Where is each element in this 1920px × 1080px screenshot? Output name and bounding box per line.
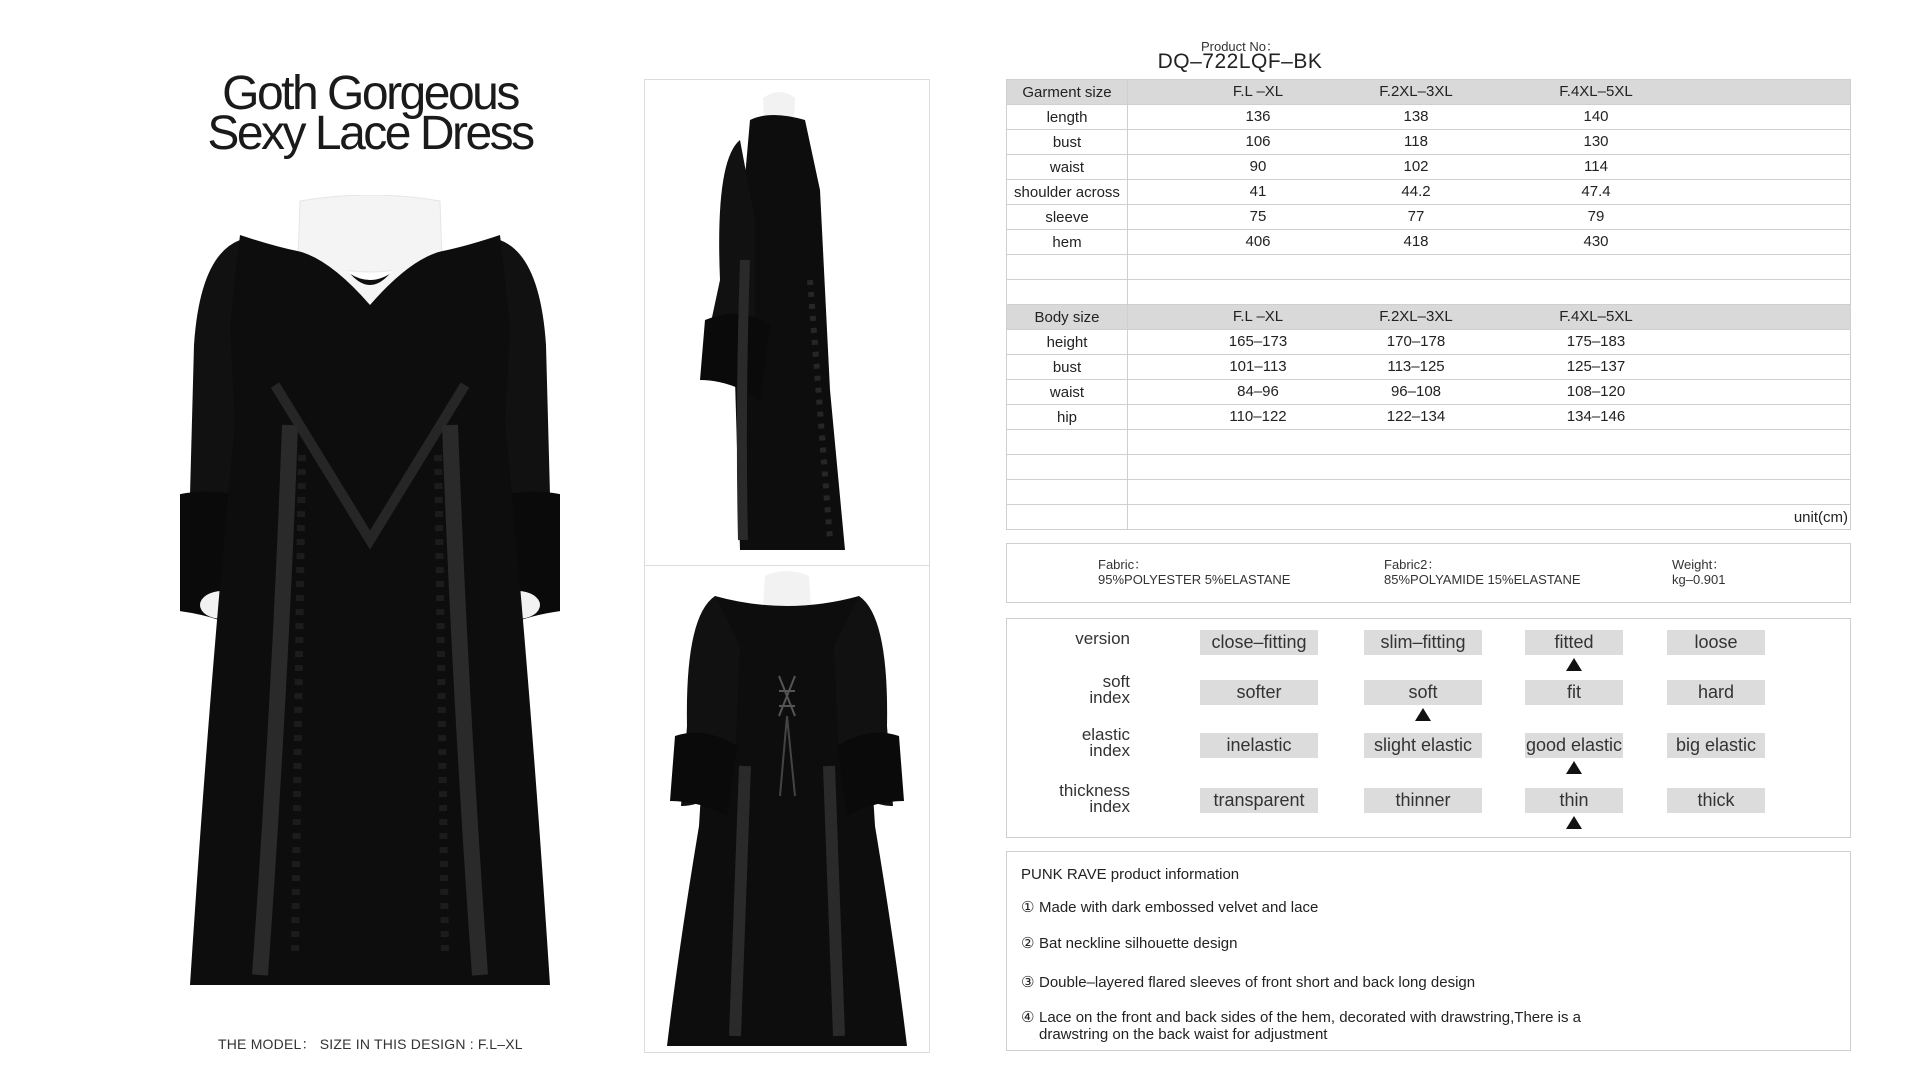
info-title: PUNK RAVE product information	[1021, 866, 1240, 883]
cell: 108–120	[1566, 383, 1626, 400]
unit-row	[1007, 505, 1851, 530]
dress-side-image	[644, 79, 930, 567]
cell: 114	[1584, 158, 1608, 175]
cell: 170–178	[1386, 333, 1446, 350]
cell: 102	[1403, 158, 1429, 175]
row-label: hem	[1007, 230, 1128, 255]
cell: 140	[1583, 108, 1609, 125]
cell: 175–183	[1566, 333, 1626, 350]
table-row	[1007, 180, 1851, 205]
selected-marker-icon	[1415, 708, 1431, 721]
fabric-2-label: Fabric2：	[1384, 557, 1441, 572]
table-row	[1007, 405, 1851, 430]
cell: 430	[1583, 233, 1609, 250]
row-label: bust	[1007, 130, 1128, 155]
version-option: close–fitting	[1200, 630, 1318, 655]
info-item-text: Bat neckline silhouette design	[1039, 935, 1238, 952]
elastic-index-option: big elastic	[1667, 733, 1765, 758]
size-table	[1006, 79, 1851, 530]
model-size-note: THE MODEL： SIZE IN THIS DESIGN : F.L–XL	[218, 1036, 523, 1052]
table-row	[1007, 230, 1851, 255]
weight-label: Weight：	[1672, 557, 1726, 572]
cell: 84–96	[1237, 383, 1279, 400]
info-item	[1021, 974, 1599, 991]
thickness-index-option: transparent	[1200, 788, 1318, 813]
row-label: hip	[1007, 405, 1128, 430]
empty-row	[1007, 255, 1851, 280]
product-title	[170, 67, 570, 160]
version-option: loose	[1667, 630, 1765, 655]
thickness-index-option-selected: thin	[1525, 788, 1623, 813]
fabric-1-value: 95%POLYESTER 5%ELASTANE	[1098, 572, 1291, 587]
header-size-2: F.2XL–3XL	[1379, 83, 1453, 100]
dress-front-image	[180, 195, 560, 985]
fabric-2	[1384, 557, 1581, 587]
cell: 96–108	[1390, 383, 1442, 400]
product-number: DQ–722LQF–BK	[1157, 50, 1323, 73]
row-label: height	[1007, 330, 1128, 355]
row-label: waist	[1007, 155, 1128, 180]
cell: 122–134	[1386, 408, 1446, 425]
cell: 106	[1245, 133, 1271, 150]
empty-row	[1007, 430, 1851, 455]
cell: 134–146	[1566, 408, 1626, 425]
row-label: waist	[1007, 380, 1128, 405]
weight-value: kg–0.901	[1672, 572, 1726, 587]
table-row	[1007, 155, 1851, 180]
selected-marker-icon	[1566, 761, 1582, 774]
fabric-1-label: Fabric：	[1098, 557, 1148, 572]
thickness-index-option: thinner	[1364, 788, 1482, 813]
cell: 44.2	[1401, 183, 1431, 200]
info-item-text: Lace on the front and back sides of the hem, decorated with drawstring,There is a drawstring on the back waist for adjustment	[1039, 1009, 1581, 1043]
soft-index-option-selected: soft	[1364, 680, 1482, 705]
header-size-1: F.L –XL	[1232, 308, 1284, 325]
cell: 138	[1403, 108, 1429, 125]
cell: 130	[1583, 133, 1609, 150]
thickness-index-option: thick	[1667, 788, 1765, 813]
title-line-1: Goth Gorgeous	[222, 67, 518, 120]
body-size-header	[1007, 305, 1851, 330]
cell: 406	[1245, 233, 1271, 250]
version-label: version	[1075, 629, 1130, 648]
header-size-3: F.4XL–5XL	[1559, 83, 1633, 100]
soft-index-option: softer	[1200, 680, 1318, 705]
cell: 113–125	[1387, 358, 1445, 375]
info-item-number: ③	[1021, 974, 1035, 991]
product-number-label: Product No：	[1200, 39, 1280, 54]
elastic-index-label: elastic index	[1081, 725, 1130, 760]
soft-index-option: fit	[1525, 680, 1623, 705]
header-label: Body size	[1007, 305, 1128, 330]
cell: 125–137	[1566, 358, 1626, 375]
info-item	[1021, 899, 1599, 916]
cell: 41	[1249, 183, 1267, 200]
cell: 79	[1587, 208, 1605, 225]
row-label: shoulder across	[1007, 180, 1128, 205]
product-information-box	[1006, 851, 1851, 1051]
cell: 165–173	[1228, 333, 1288, 350]
table-row	[1007, 355, 1851, 380]
unit-label: unit(cm)	[1793, 509, 1848, 526]
cell: 418	[1403, 233, 1429, 250]
elastic-index-option: inelastic	[1200, 733, 1318, 758]
info-item	[1021, 935, 1599, 952]
thickness-index-label: thickness index	[1059, 781, 1130, 816]
row-label: bust	[1007, 355, 1128, 380]
selected-marker-icon	[1566, 658, 1582, 671]
soft-index-label: soft index	[1089, 672, 1130, 707]
table-row	[1007, 330, 1851, 355]
fabric-2-value: 85%POLYAMIDE 15%ELASTANE	[1384, 572, 1581, 587]
row-label: length	[1007, 105, 1128, 130]
weight	[1672, 557, 1726, 587]
version-option-selected: fitted	[1525, 630, 1623, 655]
table-row	[1007, 105, 1851, 130]
info-item	[1021, 1009, 1599, 1043]
product-index-box	[1006, 618, 1851, 838]
empty-row	[1007, 280, 1851, 305]
selected-marker-icon	[1566, 816, 1582, 829]
table-row	[1007, 130, 1851, 155]
cell: 118	[1404, 133, 1428, 150]
header-size-1: F.L –XL	[1232, 83, 1284, 100]
title-line-2: Sexy Lace Dress	[207, 107, 533, 160]
garment-size-header	[1007, 80, 1851, 105]
row-label: sleeve	[1007, 205, 1128, 230]
info-item-text: Double–layered flared sleeves of front short and back long design	[1039, 974, 1476, 991]
table-row	[1007, 205, 1851, 230]
elastic-index-option: slight elastic	[1364, 733, 1482, 758]
cell: 90	[1249, 158, 1267, 175]
info-item-text: Made with dark embossed velvet and lace	[1039, 899, 1319, 916]
cell: 110–122	[1229, 408, 1287, 425]
fabric-1	[1098, 557, 1290, 587]
info-item-number: ①	[1021, 899, 1035, 916]
info-item-number: ④	[1021, 1009, 1035, 1026]
table-row	[1007, 380, 1851, 405]
elastic-index-option-selected: good elastic	[1525, 733, 1623, 758]
info-item-number: ②	[1021, 935, 1035, 952]
fabric-info-box	[1006, 543, 1851, 603]
cell: 136	[1245, 108, 1271, 125]
cell: 101–113	[1229, 358, 1287, 375]
empty-row	[1007, 480, 1851, 505]
header-label: Garment size	[1007, 80, 1128, 105]
dress-back-image	[644, 565, 930, 1053]
header-size-2: F.2XL–3XL	[1379, 308, 1453, 325]
cell: 77	[1407, 208, 1425, 225]
header-size-3: F.4XL–5XL	[1559, 308, 1633, 325]
cell: 47.4	[1581, 183, 1611, 200]
version-option: slim–fitting	[1364, 630, 1482, 655]
cell: 75	[1249, 208, 1267, 225]
empty-row	[1007, 455, 1851, 480]
soft-index-option: hard	[1667, 680, 1765, 705]
